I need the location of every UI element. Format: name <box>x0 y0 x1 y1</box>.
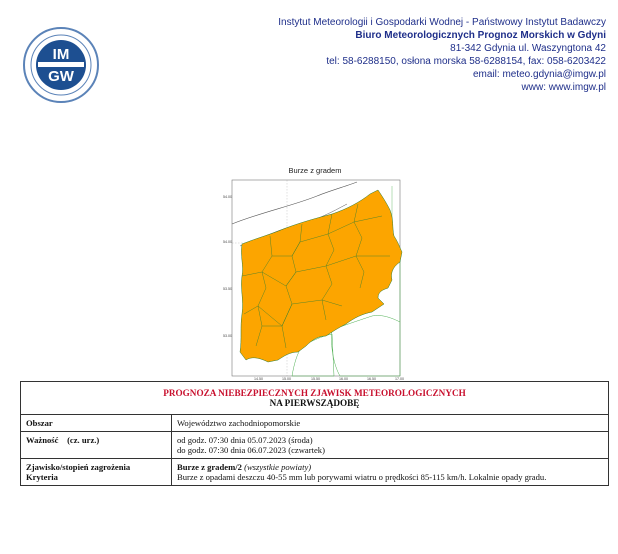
table-row <box>21 432 609 459</box>
criteria-label: Kryteria <box>26 472 58 482</box>
logo-text-top: IM <box>52 46 70 63</box>
contact-header <box>186 16 606 94</box>
y-tick: 54.00 <box>223 240 232 244</box>
phenomenon-label: Zjawisko/stopień zagrożenia <box>26 462 131 472</box>
x-tick: 16.50 <box>367 377 376 381</box>
validity-unit: (cz. urz.) <box>67 435 100 445</box>
imgw-logo <box>22 26 100 104</box>
table-title-line2: NA PIERWSZĄDOBĘ <box>269 398 360 408</box>
x-tick: 16.00 <box>339 377 348 381</box>
institute-name: Instytut Meteorologii i Gospodarki Wodnej - Państwowy Instytut Badawczy <box>278 17 606 28</box>
validity-value-cell <box>172 432 609 459</box>
y-tick: 54.00 <box>223 195 232 199</box>
x-tick: 15.50 <box>311 377 320 381</box>
phone-fax: tel: 58-6288150, osłona morska 58-6288154, fax: 058-6203422 <box>326 56 606 67</box>
x-tick: 17.00 <box>395 377 404 381</box>
table-row <box>21 415 609 432</box>
table-title <box>21 382 609 415</box>
area-value: Województwo zachodniopomorskie <box>172 415 609 432</box>
phenomenon-scope: (wszystkie powiaty) <box>244 462 312 472</box>
validity-label: Ważność <box>26 435 59 445</box>
warning-map <box>222 176 408 382</box>
email[interactable]: email: meteo.gdynia@imgw.pl <box>473 69 606 80</box>
website[interactable]: www: www.imgw.pl <box>521 82 606 93</box>
phenomenon-label-cell <box>21 459 172 486</box>
table-title-line1: PROGNOZA NIEBEZPIECZNYCH ZJAWISK METEOROLOGICZNYCH <box>163 388 466 398</box>
map-title: Burze z gradem <box>288 166 342 175</box>
criteria-value: Burze z opadami deszczu 40-55 mm lub porywami wiatru o prędkości 85-115 km/h. Lokalnie opady gradu. <box>177 472 547 482</box>
area-label: Obszar <box>21 415 172 432</box>
logo-text-bottom: GW <box>48 68 74 85</box>
phenomenon-value: Burze z gradem/2 <box>177 462 242 472</box>
y-tick: 53.50 <box>223 287 232 291</box>
validity-to: do godz. 07:30 dnia 06.07.2023 (czwartek) <box>177 445 325 455</box>
x-tick: 14.50 <box>254 377 263 381</box>
warning-table <box>20 381 609 486</box>
bureau-name: Biuro Meteorologicznych Prognoz Morskich w Gdyni <box>355 30 606 41</box>
address: 81-342 Gdynia ul. Waszyngtona 42 <box>450 43 606 54</box>
x-tick: 15.00 <box>282 377 291 381</box>
y-tick: 53.00 <box>223 334 232 338</box>
validity-label-cell <box>21 432 172 459</box>
table-row <box>21 459 609 486</box>
validity-from: od godz. 07:30 dnia 05.07.2023 (środa) <box>177 435 313 445</box>
phenomenon-value-cell <box>172 459 609 486</box>
